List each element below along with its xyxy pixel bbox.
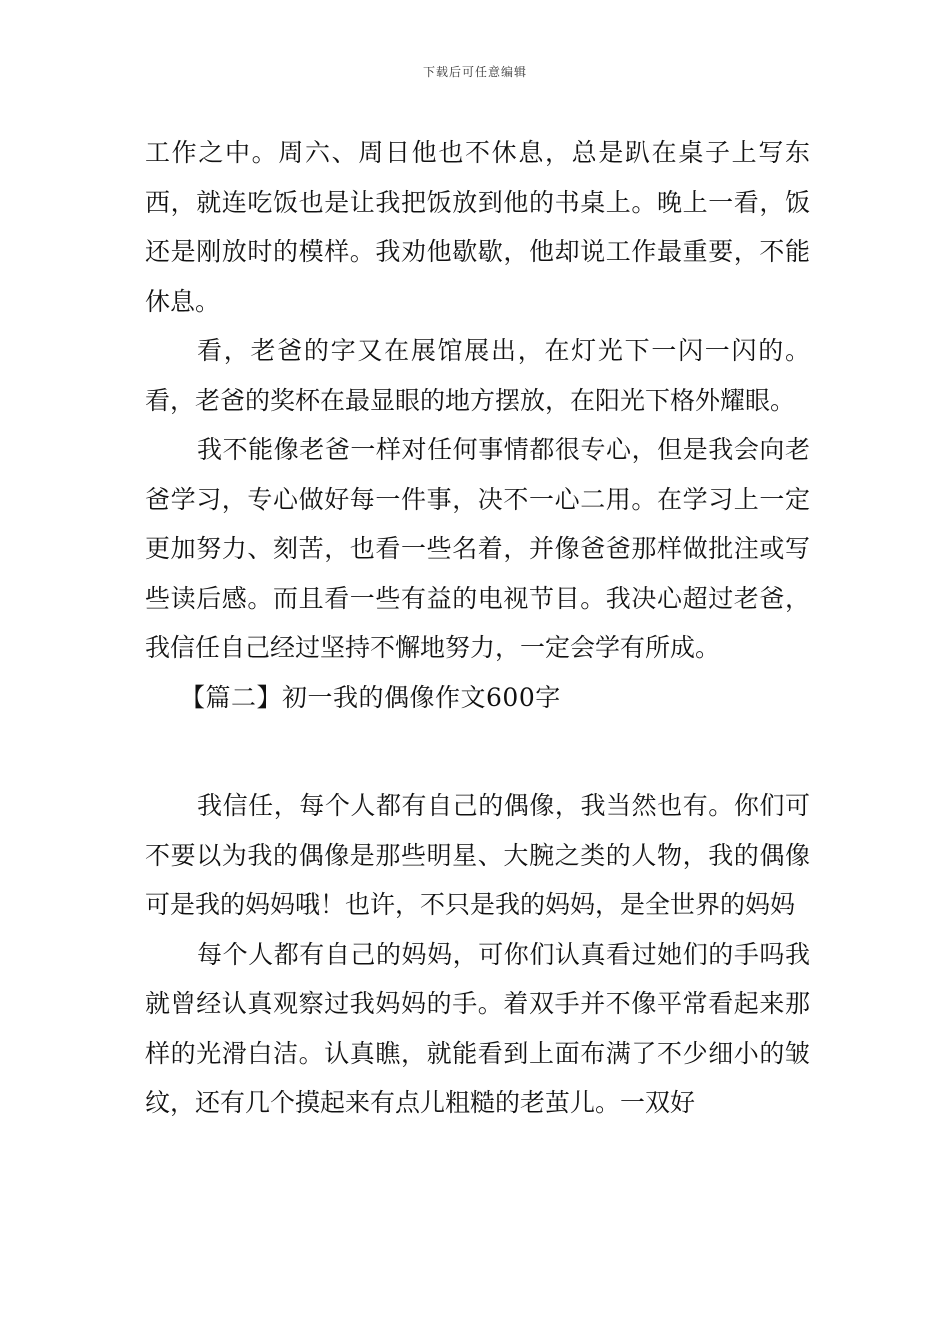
paragraph-4: 我信任，每个人都有自己的偶像，我当然也有。你们可不要以为我的偶像是那些明星、大腕之类的人物，我的偶像可是我的妈妈哦！也许，不只是我的妈妈，是全世界的妈妈	[145, 791, 810, 919]
section-spacer	[145, 722, 810, 781]
document-body	[145, 128, 810, 1128]
paragraph-3: 我不能像老爸一样对任何事情都很专心，但是我会向老爸学习，专心做好每一件事，决不一心二用。在学习上一定更加努力、刻苦，也看一些名着，并像爸爸那样做批注或写些读后感。而且看一些有益的电视节目。我决心超过老爸，我信任自己经过坚持不懈地努力，一定会学有所成。	[145, 435, 810, 662]
page-header: 下载后可任意编辑	[422, 65, 527, 79]
paragraph-2: 看，老爸的字又在展馆展出，在灯光下一闪一闪的。看，老爸的奖杯在最显眼的地方摆放，在阳光下格外耀眼。	[145, 336, 810, 415]
section-title: 【篇二】初一我的偶像作文600字	[180, 682, 561, 712]
paragraph-1: 工作之中。周六、周日他也不休息，总是趴在桌子上写东西，就连吃饭也是让我把饭放到他的书桌上。晚上一看，饭还是刚放时的模样。我劝他歇歇，他却说工作最重要，不能休息。	[145, 138, 810, 316]
paragraph-5: 每个人都有自己的妈妈，可你们认真看过她们的手吗我就曾经认真观察过我妈妈的手。着双手并不像平常看起来那样的光滑白洁。认真瞧，就能看到上面布满了不少细小的皱纹，还有几个摸起来有点儿粗糙的老茧儿。一双好	[145, 939, 810, 1117]
